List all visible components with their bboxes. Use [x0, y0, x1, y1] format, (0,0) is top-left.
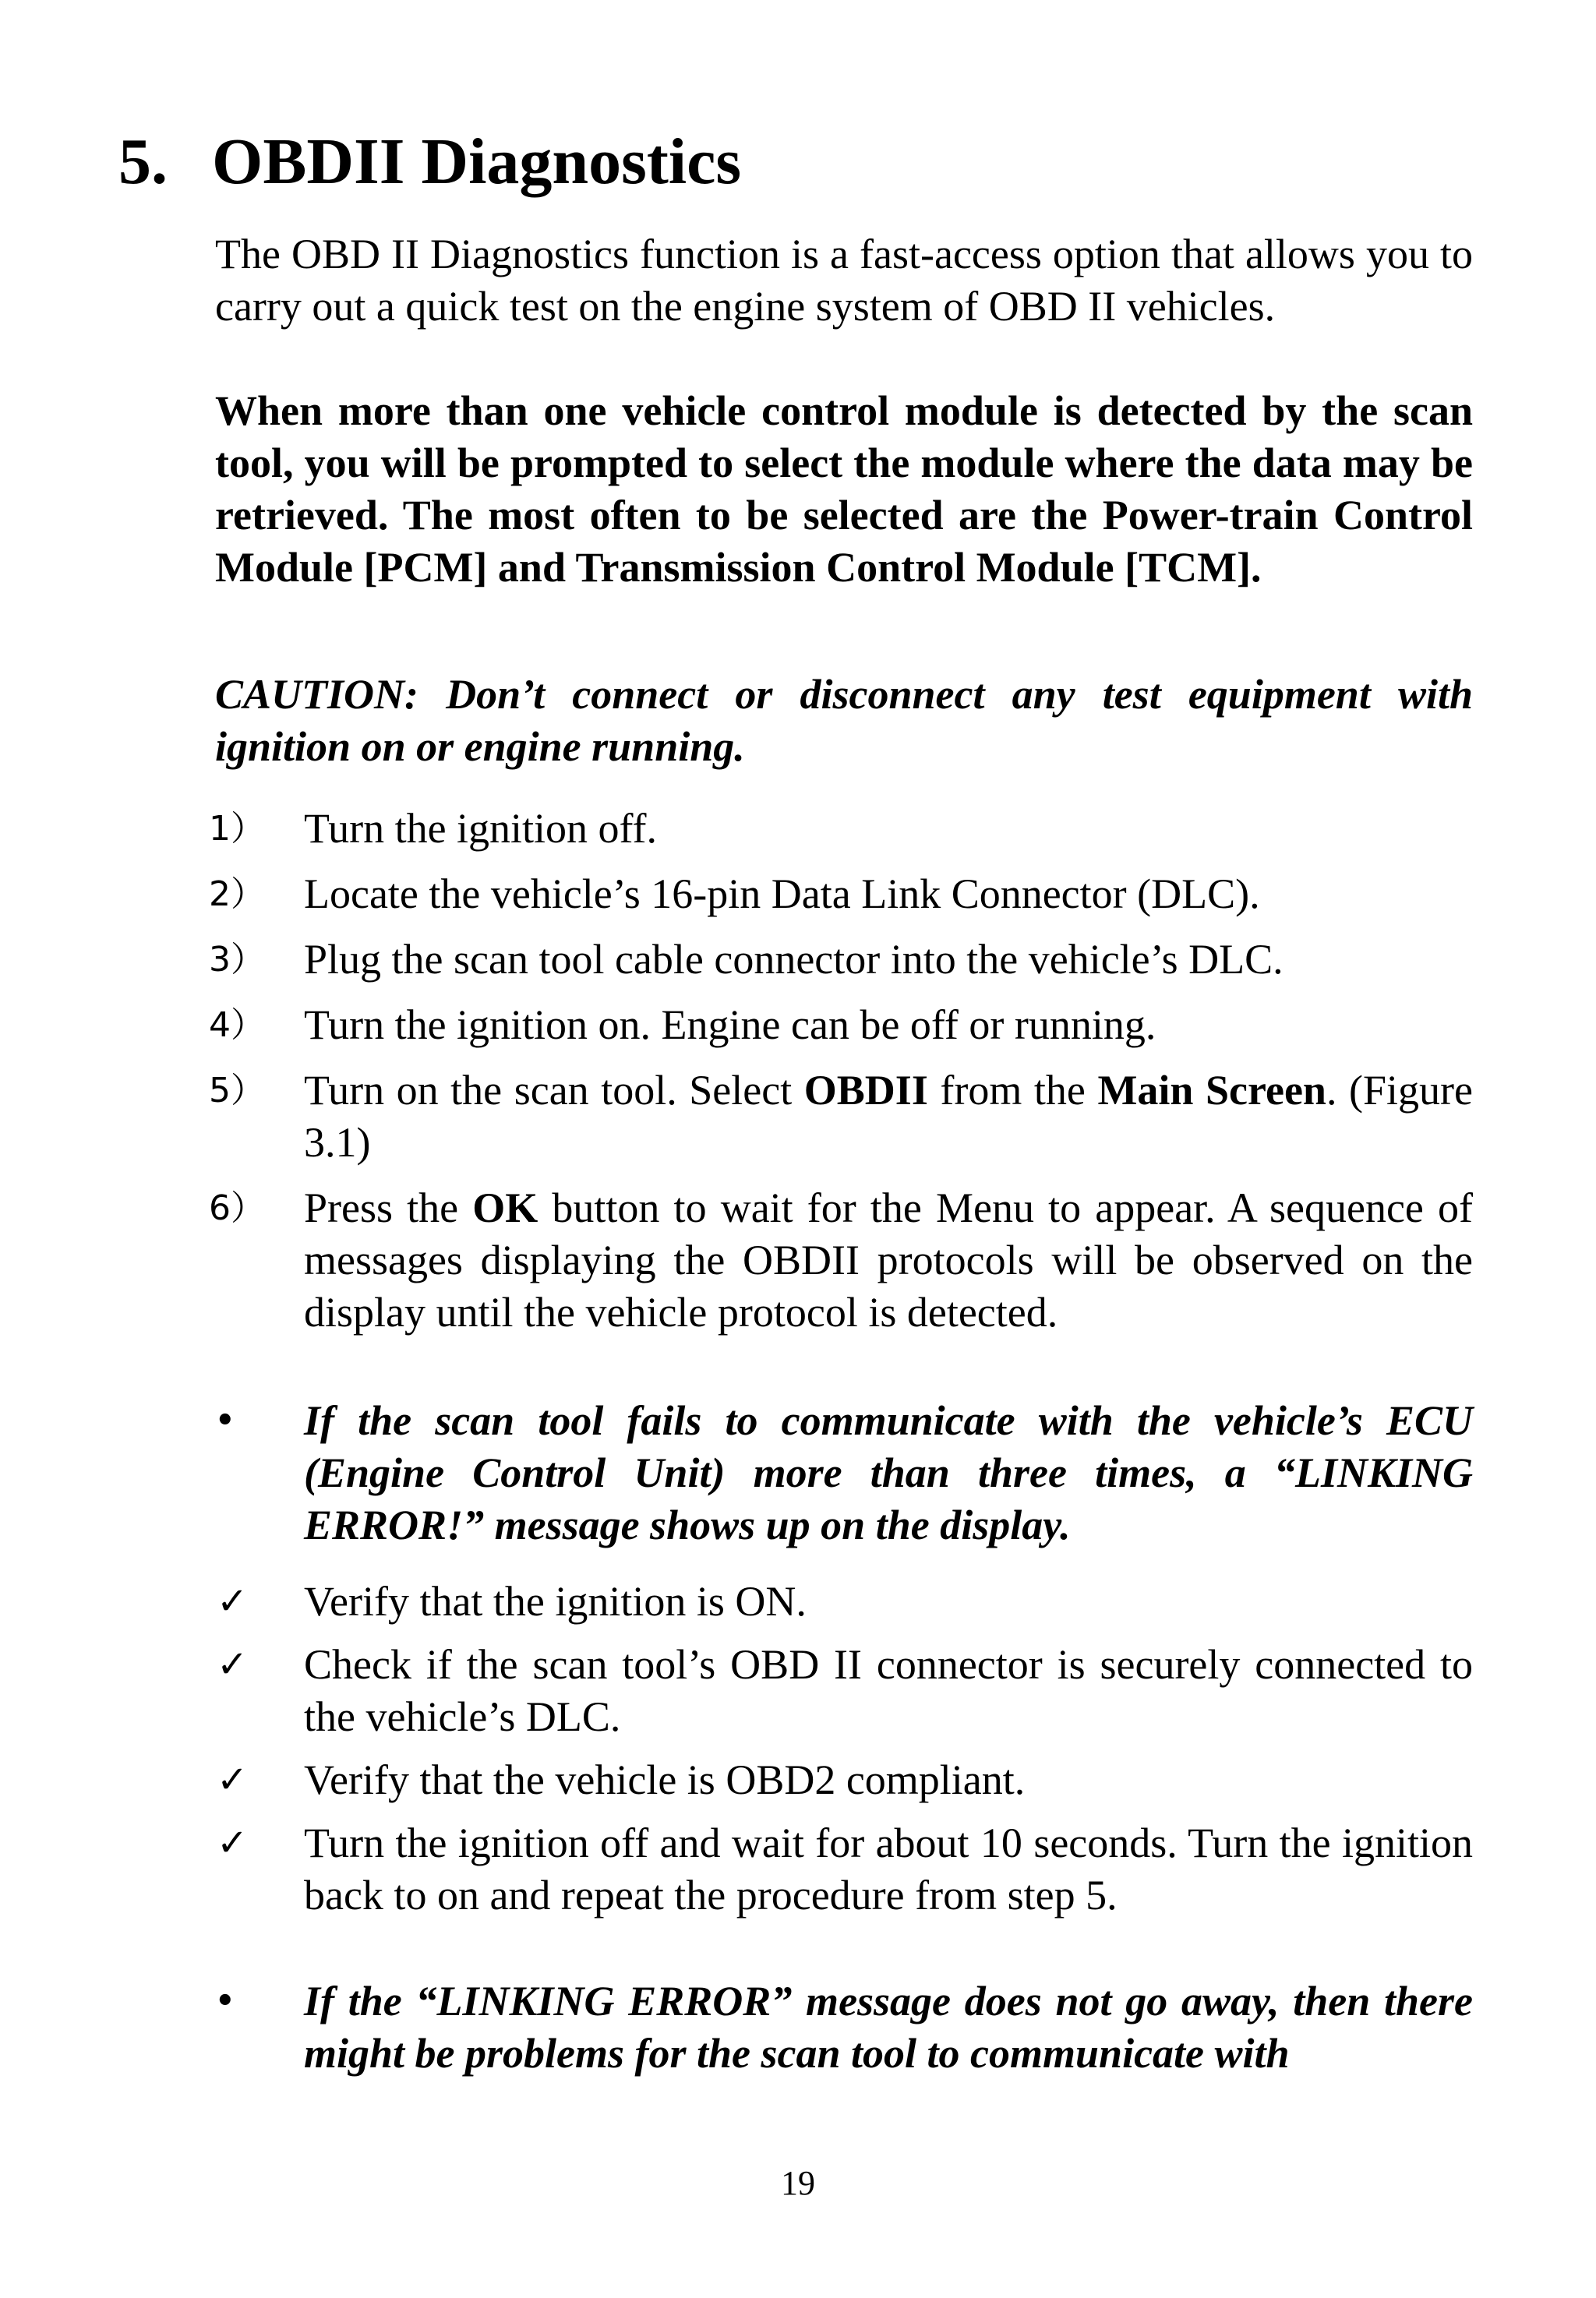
- bullet-text: If the scan tool fails to communicate with the vehicle’s ECU (Engine Control Unit) more than three times, a “LINKING ERROR!” message shows up on the display.: [304, 1397, 1473, 1548]
- intro-paragraph: The OBD II Diagnostics function is a fast-access option that allows you to carry out a quick test on the engine system of OBD II vehicles.: [215, 231, 1473, 330]
- step-number: 2）: [209, 874, 265, 914]
- step-item: [209, 934, 1473, 986]
- checkmark-icon: ✓: [217, 1643, 249, 1686]
- checklist-text: Verify that the vehicle is OBD2 compliant.: [304, 1756, 1026, 1803]
- checklist-text: Turn the ignition off and wait for about 10 seconds. Turn the ignition back to on and repeat the procedure from step 5.: [304, 1820, 1473, 1919]
- bullet-icon: •: [215, 1403, 235, 1438]
- step-text: Turn the ignition off.: [304, 805, 658, 852]
- step-text: Turn on the scan tool. Select OBDII from the Main Screen. (Figure 3.1): [304, 1067, 1473, 1166]
- caution-note: CAUTION: Don’t connect or disconnect any test equipment with ignition on or engine running.: [215, 671, 1473, 770]
- checkmark-icon: ✓: [217, 1580, 249, 1623]
- step-item: [209, 803, 1473, 855]
- step-text: Press the OK button to wait for the Menu to appear. A sequence of messages displaying the OBDII protocols will be observed on the display until the vehicle protocol is detected.: [304, 1184, 1474, 1336]
- step-number: 3）: [209, 940, 265, 980]
- module-selection-note: When more than one vehicle control module is detected by the scan tool, you will be prompted to select the module where the data may be retrieved. The most often to be selected are the Power-train Control Module [PCM] and Transmission Control Module [TCM].: [215, 387, 1473, 591]
- linking-error-bullet: [209, 1395, 1473, 1551]
- step-item: [209, 1064, 1473, 1169]
- checklist-item: [209, 1817, 1473, 1922]
- checklist-item: [209, 1754, 1473, 1806]
- section-heading: [118, 123, 741, 201]
- checklist-text: Verify that the ignition is ON.: [304, 1578, 807, 1625]
- step-number: 1）: [209, 809, 265, 849]
- step-number: 5）: [209, 1071, 265, 1110]
- section-number: 5.: [118, 125, 168, 198]
- checkmark-icon: ✓: [217, 1821, 249, 1865]
- step-item: [209, 1182, 1473, 1339]
- checklist-item: [209, 1576, 1473, 1628]
- section-title: OBDII Diagnostics: [212, 125, 742, 198]
- step-item: [209, 999, 1473, 1051]
- troubleshooting-checklist: [209, 1576, 1473, 1933]
- main-screen-term: Main Screen: [1097, 1067, 1326, 1114]
- step-number: 4）: [209, 1005, 265, 1045]
- step-text: Locate the vehicle’s 16-pin Data Link Connector (DLC).: [304, 870, 1260, 917]
- persistent-error-bullet: [209, 1975, 1473, 2080]
- procedure-steps: [209, 803, 1473, 1352]
- obdii-term: OBDII: [803, 1067, 928, 1114]
- bullet-icon: •: [215, 1983, 235, 2019]
- step-item: [209, 868, 1473, 920]
- step-text: Plug the scan tool cable connector into the vehicle’s DLC.: [304, 936, 1284, 983]
- step-number: 6）: [209, 1188, 265, 1228]
- checkmark-icon: ✓: [217, 1758, 249, 1802]
- checklist-text: Check if the scan tool’s OBD II connector is securely connected to the vehicle’s DLC.: [304, 1641, 1473, 1740]
- checklist-item: [209, 1639, 1473, 1743]
- ok-button-term: OK: [472, 1184, 538, 1231]
- step-text: Turn the ignition on. Engine can be off or running.: [304, 1001, 1156, 1048]
- bullet-text: If the “LINKING ERROR” message does not go away, then there might be problems for the scan tool to communicate with: [304, 1978, 1473, 2077]
- page-number: 19: [781, 2164, 815, 2202]
